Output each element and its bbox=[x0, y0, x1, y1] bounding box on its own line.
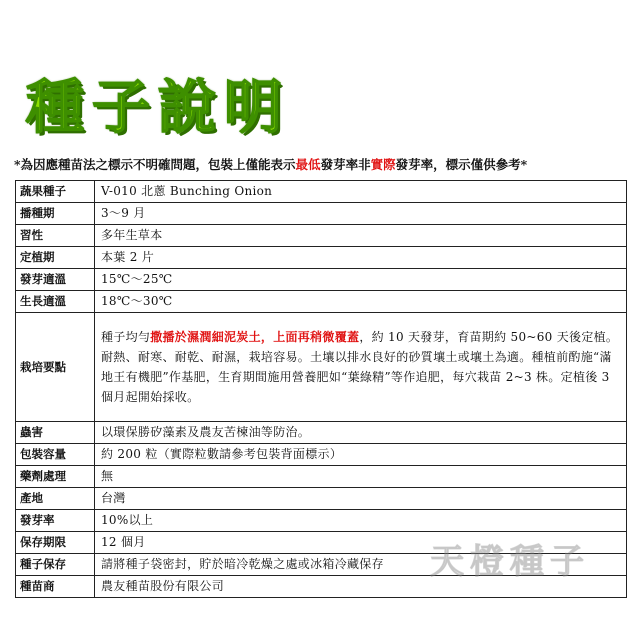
table-row bbox=[16, 203, 627, 225]
row-value: 多年生草本 bbox=[95, 225, 627, 247]
row-value: 以環保勝矽藻素及農友苦楝油等防治。 bbox=[95, 422, 627, 444]
row-label: 生長適溫 bbox=[16, 291, 95, 313]
row-value: 農友種苗股份有限公司 bbox=[95, 576, 627, 598]
row-label: 栽培要點 bbox=[16, 313, 95, 422]
table-row-cultivation bbox=[16, 313, 627, 422]
table-row bbox=[16, 247, 627, 269]
row-label: 發芽率 bbox=[16, 510, 95, 532]
row-label: 保存期限 bbox=[16, 532, 95, 554]
row-label: 包裝容量 bbox=[16, 444, 95, 466]
row-value: V-010 北蔥 Bunching Onion bbox=[95, 181, 627, 203]
row-label: 產地 bbox=[16, 488, 95, 510]
notice-highlight-lowest: 最低 bbox=[295, 157, 321, 172]
table-row bbox=[16, 291, 627, 313]
row-label: 習性 bbox=[16, 225, 95, 247]
row-value: 12 個月 bbox=[95, 532, 627, 554]
table-row bbox=[16, 466, 627, 488]
page-title: 種子說明 bbox=[26, 73, 291, 141]
table-row bbox=[16, 181, 627, 203]
row-label: 種子保存 bbox=[16, 554, 95, 576]
row-value: 台灣 bbox=[95, 488, 627, 510]
table-row bbox=[16, 422, 627, 444]
row-label: 種苗商 bbox=[16, 576, 95, 598]
row-label: 定植期 bbox=[16, 247, 95, 269]
table-row bbox=[16, 269, 627, 291]
cultivation-text bbox=[95, 313, 627, 422]
row-value: 18℃～30℃ bbox=[95, 291, 627, 313]
table-row bbox=[16, 510, 627, 532]
table-row bbox=[16, 532, 627, 554]
row-value: 無 bbox=[95, 466, 627, 488]
notice-highlight-actual: 實際 bbox=[370, 157, 396, 172]
table-row bbox=[16, 225, 627, 247]
cultivation-highlight: 撒播於濕潤細泥炭土，上面再稍微覆蓋 bbox=[150, 330, 360, 344]
cultivation-text-before: 種子均勻 bbox=[101, 330, 151, 344]
row-value: 10%以上 bbox=[95, 510, 627, 532]
row-value: 請將種子袋密封，貯於暗冷乾燥之處或冰箱冷藏保存 bbox=[95, 554, 627, 576]
row-label: 蟲害 bbox=[16, 422, 95, 444]
cultivation-text-after: ，約 10 天發芽，育苗期約 50~60 天後定植。耐熱、耐寒、耐乾、耐濕，栽培容易。土壤以排水良好的砂質壤土或壤土為適。種植前酌施“滿地王有機肥”作基肥，生育期間施用營養肥如“葉綠精”等作追肥，每穴栽苗 2~3 株。定植後 3 個月起開始採收。 bbox=[101, 330, 619, 404]
row-value: 15℃～25℃ bbox=[95, 269, 627, 291]
row-label: 發芽適溫 bbox=[16, 269, 95, 291]
disclaimer-notice bbox=[14, 156, 626, 174]
seed-spec-table bbox=[15, 180, 627, 598]
table-row bbox=[16, 554, 627, 576]
row-label: 蔬果種子 bbox=[16, 181, 95, 203]
table-row bbox=[16, 576, 627, 598]
table-row bbox=[16, 488, 627, 510]
row-label: 播種期 bbox=[16, 203, 95, 225]
table-row bbox=[16, 444, 627, 466]
row-value: 3～9 月 bbox=[95, 203, 627, 225]
notice-middle: 發芽率非 bbox=[320, 157, 371, 172]
row-value: 約 200 粒（實際粒數請參考包裝背面標示） bbox=[95, 444, 627, 466]
row-value: 本葉 2 片 bbox=[95, 247, 627, 269]
notice-suffix: 發芽率，標示僅供參考* bbox=[395, 157, 528, 172]
watermark-logo: 天橙種子 bbox=[430, 542, 590, 582]
row-label: 藥劑處理 bbox=[16, 466, 95, 488]
notice-prefix: *為因應種苗法之標示不明確問題，包裝上僅能表示 bbox=[14, 157, 296, 172]
